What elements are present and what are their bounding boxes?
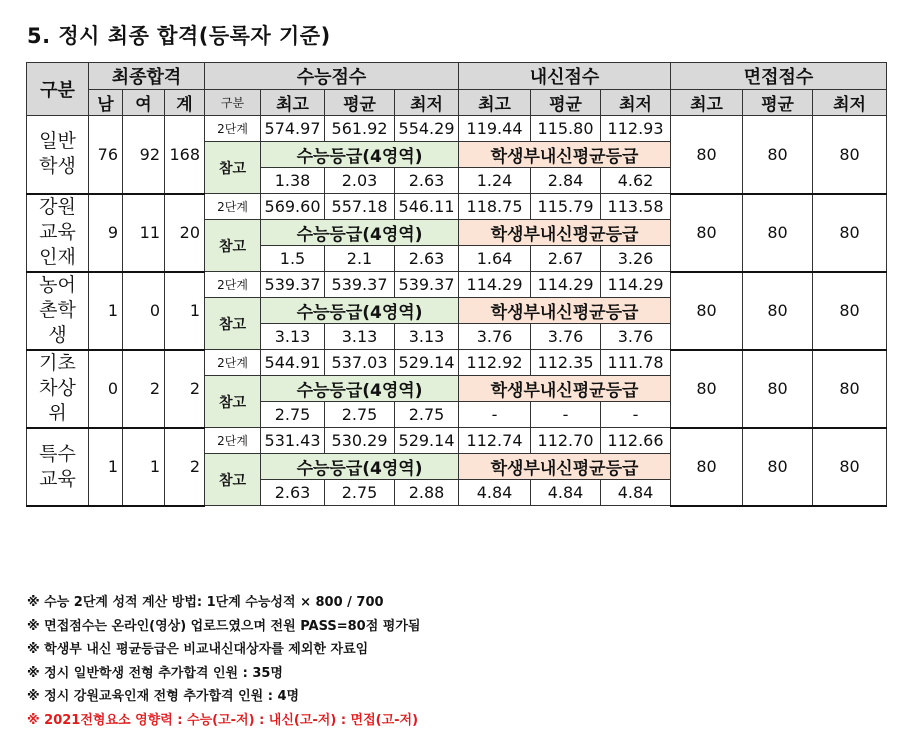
naesin-avg: 112.35	[531, 350, 601, 376]
naesin-grade-avg: 3.76	[531, 324, 601, 350]
count-male: 76	[89, 116, 123, 194]
naesin-grade-max: 1.24	[459, 168, 531, 194]
suneung-grade-max: 2.75	[261, 402, 325, 428]
interview-max: 80	[671, 350, 743, 428]
suneung-grade-avg: 2.03	[325, 168, 395, 194]
header-group: 구분	[27, 63, 89, 116]
note-item: ※ 수능 2단계 성적 계산 방법: 1단계 수능성적 × 800 / 700	[27, 595, 384, 610]
interview-max: 80	[671, 194, 743, 272]
header-interview: 면접점수	[671, 63, 887, 90]
naesin-min: 114.29	[601, 272, 671, 298]
suneung-max: 531.43	[261, 428, 325, 454]
header-suneung-avg: 평균	[325, 90, 395, 116]
interview-min: 80	[813, 116, 887, 194]
interview-min: 80	[813, 194, 887, 272]
table-row	[27, 272, 887, 298]
suneung-min: 554.29	[395, 116, 459, 142]
count-male: 0	[89, 350, 123, 428]
naesin-max: 112.74	[459, 428, 531, 454]
table-row	[27, 116, 887, 142]
suneung-grade-min: 2.63	[395, 246, 459, 272]
header-subcat: 구분	[205, 90, 261, 116]
header-naesin-min: 최저	[601, 90, 671, 116]
suneung-avg: 537.03	[325, 350, 395, 376]
naesin-grade-min: 4.62	[601, 168, 671, 194]
header-suneung-max: 최고	[261, 90, 325, 116]
table-body	[27, 63, 887, 506]
suneung-grade-max: 2.63	[261, 480, 325, 506]
note-item: ※ 정시 일반학생 전형 추가합격 인원 : 35명	[27, 665, 283, 681]
interview-avg: 80	[743, 194, 813, 272]
naesin-grade-avg: -	[531, 402, 601, 428]
naesin-grade-min: -	[601, 402, 671, 428]
interview-min: 80	[813, 428, 887, 506]
count-total: 2	[165, 350, 205, 428]
interview-avg: 80	[743, 272, 813, 350]
group-name: 기초 차상 위	[27, 350, 89, 428]
count-total: 1	[165, 272, 205, 350]
count-total: 2	[165, 428, 205, 506]
suneung-avg: 530.29	[325, 428, 395, 454]
suneung-max: 539.37	[261, 272, 325, 298]
suneung-max: 574.97	[261, 116, 325, 142]
stage-label: 2단계	[205, 272, 261, 298]
ref-label: 참고	[205, 298, 261, 350]
suneung-grade-min: 3.13	[395, 324, 459, 350]
suneung-grade-max: 1.38	[261, 168, 325, 194]
naesin-max: 112.92	[459, 350, 531, 376]
suneung-min: 529.14	[395, 428, 459, 454]
suneung-grade-max: 1.5	[261, 246, 325, 272]
suneung-max: 569.60	[261, 194, 325, 220]
suneung-avg: 539.37	[325, 272, 395, 298]
header-suneung: 수능점수	[205, 63, 459, 90]
naesin-grade-avg: 4.84	[531, 480, 601, 506]
group-name: 특수 교육	[27, 428, 89, 506]
notes-list	[27, 591, 420, 732]
suneung-grade-avg: 2.75	[325, 402, 395, 428]
suneung-min: 539.37	[395, 272, 459, 298]
suneung-grade-band: 수능등급(4영역)	[261, 376, 459, 402]
table-row	[27, 194, 887, 220]
naesin-min: 112.66	[601, 428, 671, 454]
suneung-grade-band: 수능등급(4영역)	[261, 220, 459, 246]
count-female: 92	[123, 116, 165, 194]
header-final-pass: 최종합격	[89, 63, 205, 90]
header-interview-min: 최저	[813, 90, 887, 116]
count-total: 20	[165, 194, 205, 272]
naesin-grade-min: 3.76	[601, 324, 671, 350]
naesin-grade-min: 3.26	[601, 246, 671, 272]
header-male: 남	[89, 90, 123, 116]
admission-results-table	[26, 62, 887, 507]
table-row	[27, 350, 887, 376]
naesin-grade-min: 4.84	[601, 480, 671, 506]
page-title: 5. 정시 최종 합격(등록자 기준)	[27, 24, 331, 48]
interview-avg: 80	[743, 350, 813, 428]
note-item: ※ 면접점수는 온라인(영상) 업로드였으며 전원 PASS=80점 평가됨	[27, 618, 421, 634]
ref-label: 참고	[205, 220, 261, 272]
suneung-min: 546.11	[395, 194, 459, 220]
naesin-max: 119.44	[459, 116, 531, 142]
stage-label: 2단계	[205, 428, 261, 454]
naesin-grade-band: 학생부내신평균등급	[459, 454, 671, 480]
naesin-max: 114.29	[459, 272, 531, 298]
naesin-grade-band: 학생부내신평균등급	[459, 220, 671, 246]
interview-max: 80	[671, 272, 743, 350]
naesin-grade-max: 3.76	[459, 324, 531, 350]
suneung-grade-avg: 3.13	[325, 324, 395, 350]
naesin-grade-max: -	[459, 402, 531, 428]
header-naesin: 내신점수	[459, 63, 671, 90]
naesin-grade-avg: 2.67	[531, 246, 601, 272]
suneung-grade-band: 수능등급(4영역)	[261, 142, 459, 168]
suneung-grade-avg: 2.75	[325, 480, 395, 506]
table-row	[27, 428, 887, 454]
count-male: 1	[89, 272, 123, 350]
count-female: 0	[123, 272, 165, 350]
interview-min: 80	[813, 350, 887, 428]
naesin-grade-band: 학생부내신평균등급	[459, 376, 671, 402]
stage-label: 2단계	[205, 116, 261, 142]
note-item: ※ 학생부 내신 평균등급은 비교내신대상자를 제외한 자료임	[27, 642, 369, 657]
count-male: 9	[89, 194, 123, 272]
ref-label: 참고	[205, 142, 261, 194]
count-total: 168	[165, 116, 205, 194]
suneung-grade-min: 2.88	[395, 480, 459, 506]
naesin-grade-band: 학생부내신평균등급	[459, 298, 671, 324]
ref-label: 참고	[205, 376, 261, 428]
interview-max: 80	[671, 428, 743, 506]
interview-min: 80	[813, 272, 887, 350]
naesin-avg: 112.70	[531, 428, 601, 454]
naesin-avg: 115.80	[531, 116, 601, 142]
suneung-avg: 561.92	[325, 116, 395, 142]
group-name: 강원 교육 인재	[27, 194, 89, 272]
group-name: 일반 학생	[27, 116, 89, 194]
header-female: 여	[123, 90, 165, 116]
group-name: 농어 촌학 생	[27, 272, 89, 350]
note-item-highlight: ※ 2021전형요소 영향력 : 수능(고-저) : 내신(고-저) : 면접(고-저)	[27, 712, 419, 728]
suneung-grade-min: 2.63	[395, 168, 459, 194]
suneung-grade-max: 3.13	[261, 324, 325, 350]
note-item: ※ 정시 강원교육인재 전형 추가합격 인원 : 4명	[27, 689, 300, 704]
naesin-grade-max: 1.64	[459, 246, 531, 272]
stage-label: 2단계	[205, 350, 261, 376]
interview-avg: 80	[743, 116, 813, 194]
naesin-grade-band: 학생부내신평균등급	[459, 142, 671, 168]
header-row-1	[27, 63, 887, 90]
naesin-min: 113.58	[601, 194, 671, 220]
header-naesin-max: 최고	[459, 90, 531, 116]
header-interview-max: 최고	[671, 90, 743, 116]
interview-avg: 80	[743, 428, 813, 506]
count-female: 2	[123, 350, 165, 428]
naesin-avg: 115.79	[531, 194, 601, 220]
ref-label: 참고	[205, 454, 261, 506]
naesin-grade-avg: 2.84	[531, 168, 601, 194]
count-female: 1	[123, 428, 165, 506]
naesin-min: 112.93	[601, 116, 671, 142]
header-suneung-min: 최저	[395, 90, 459, 116]
header-interview-avg: 평균	[743, 90, 813, 116]
suneung-avg: 557.18	[325, 194, 395, 220]
suneung-grade-band: 수능등급(4영역)	[261, 298, 459, 324]
suneung-grade-band: 수능등급(4영역)	[261, 454, 459, 480]
suneung-min: 529.14	[395, 350, 459, 376]
naesin-avg: 114.29	[531, 272, 601, 298]
suneung-grade-min: 2.75	[395, 402, 459, 428]
naesin-max: 118.75	[459, 194, 531, 220]
header-naesin-avg: 평균	[531, 90, 601, 116]
interview-max: 80	[671, 116, 743, 194]
naesin-grade-max: 4.84	[459, 480, 531, 506]
header-row-2	[27, 90, 887, 116]
suneung-max: 544.91	[261, 350, 325, 376]
naesin-min: 111.78	[601, 350, 671, 376]
suneung-grade-avg: 2.1	[325, 246, 395, 272]
count-male: 1	[89, 428, 123, 506]
count-female: 11	[123, 194, 165, 272]
header-total: 계	[165, 90, 205, 116]
stage-label: 2단계	[205, 194, 261, 220]
